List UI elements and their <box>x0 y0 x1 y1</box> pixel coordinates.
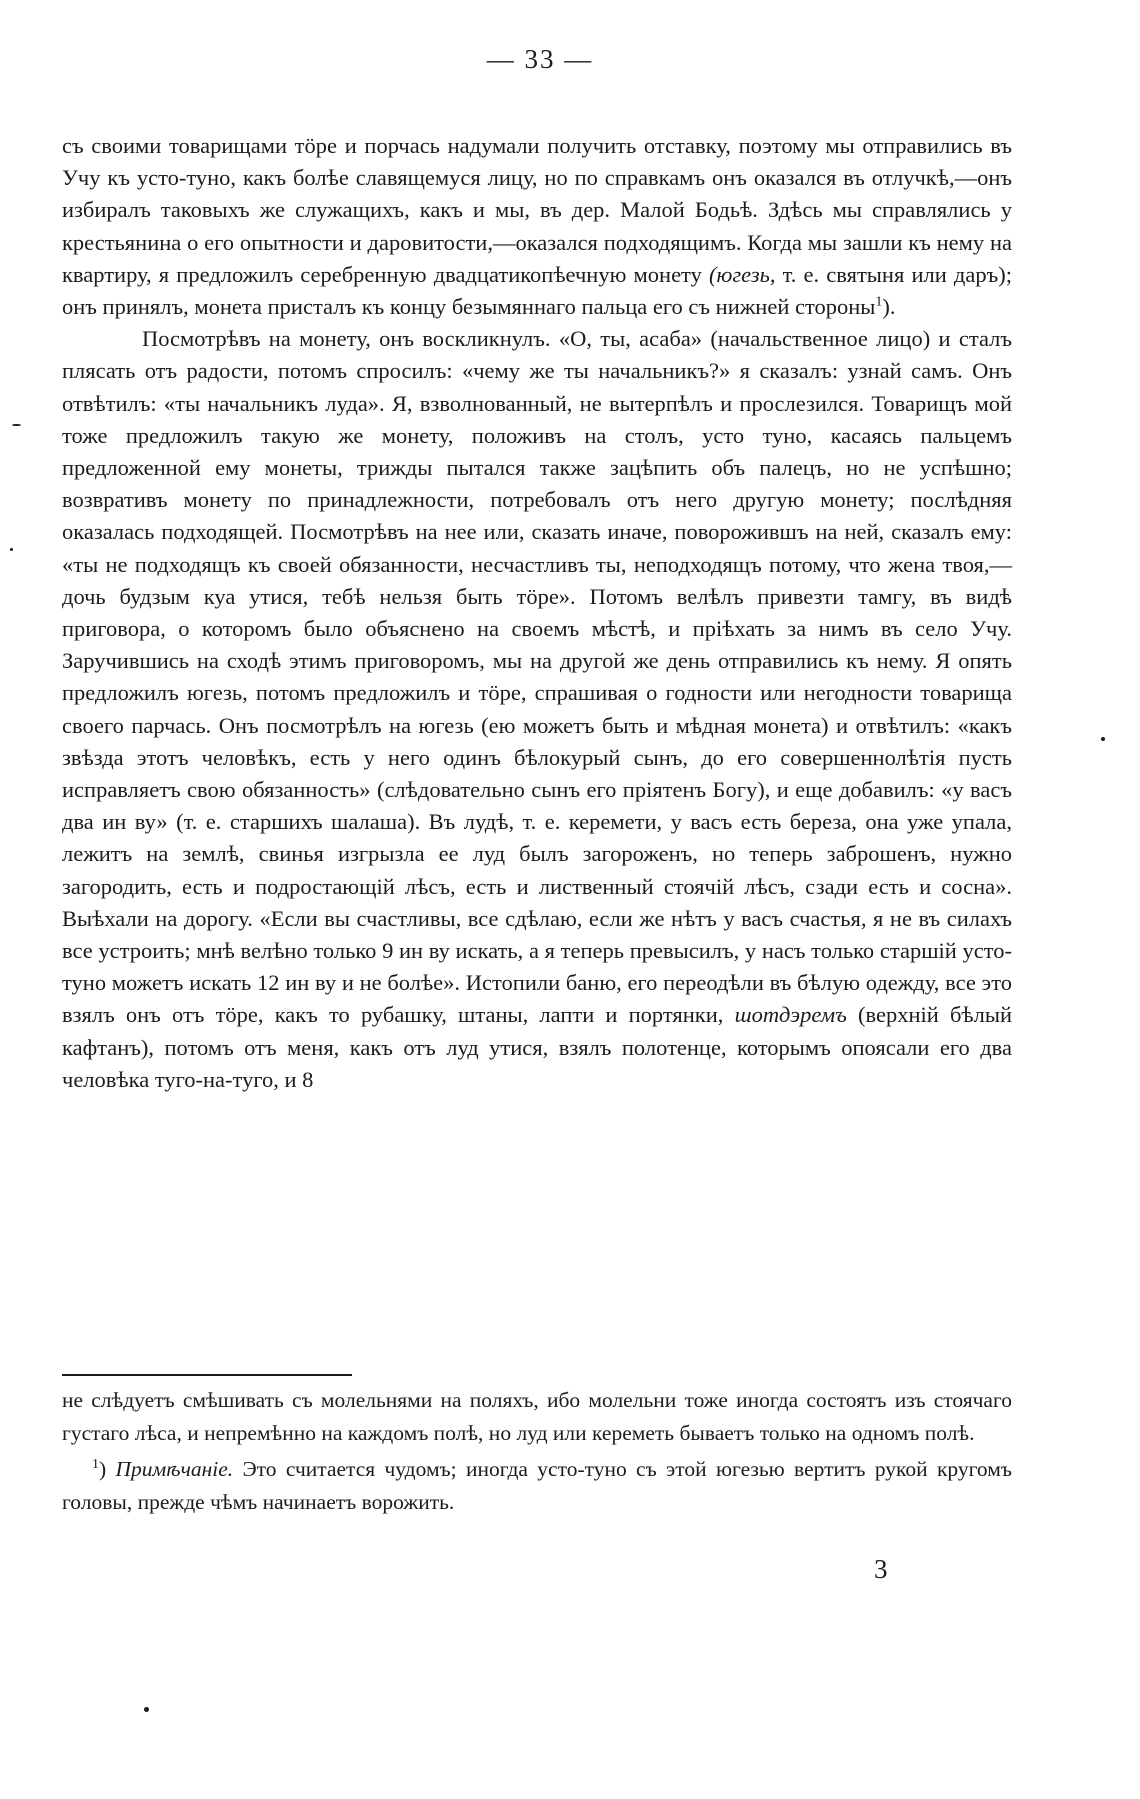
paragraph-2-italic: шотдэремъ <box>734 1002 847 1028</box>
footnote-divider <box>62 1374 352 1376</box>
footnote-continuation: не слѣдуетъ смѣшивать съ молельнями на поляхъ, ибо молельни тоже иногда состоятъ изъ стоячаго густаго лѣса, и непремѣнно на каждомъ полѣ, но луд или кереметь бываетъ только на одномъ полѣ. <box>62 1388 1012 1445</box>
footnote-text: Это считается чудомъ; иногда усто-туно съ этой югезью вертитъ рукой кругомъ головы, прежде чѣмъ начинаетъ ворожить. <box>62 1457 1012 1514</box>
paragraph-2 <box>62 323 1012 1096</box>
footnote-1: $^1$) Примѣчаніе. Это считается чудомъ; иногда усто-туно съ этой югезью вертитъ рукой кругомъ головы, прежде чѣмъ начинаетъ ворожить. <box>62 1456 1012 1514</box>
paragraph-1-text: съ своими товарищами тöре и порчась надумали получить отставку, поэтому мы отправились въ Учу къ усто-туно, какъ болѣе славящемуся лицу, но по справкамъ онъ оказался въ отлучкѣ,—онъ избиралъ таковыхъ же служащихъ, какъ и мы, въ дер. Малой Бодьѣ. Здѣсь мы справлялись у крестьянина о его опытности и даровитости,—оказался подходящимъ. Когда мы зашли къ нему на квартиру, я предложилъ серебренную двадцатикопѣечную монету <box>62 133 1012 287</box>
margin-mark <box>144 1707 149 1712</box>
paragraph-2-text: Посмотрѣвъ на монету, онъ воскликнулъ. «О, ты, асаба» (начальственное лицо) и сталъ плясать отъ радости, потомъ спросилъ: «чему же ты начальникъ?» я сказалъ: узнай самъ. Онъ отвѣтилъ: «ты начальникъ луда». Я, взволнованный, не вытерпѣлъ и прослезился. Товарищъ мой тоже предложилъ такую же монету, положивъ на столъ, усто туно, касаясь пальцемъ предложенной ему монеты, трижды пытался также зацѣпить объ палецъ, но не успѣшно; возвративъ монету по принадлежности, потребовалъ отъ него другую монету; послѣдняя оказалась подходящей. Посмотрѣвъ на нее или, сказать иначе, поворожившъ на ней, сказалъ ему: «ты не подходящъ къ своей обязанности, несчастливъ ты, неподходящъ потому, что жена твоя,—дочь будзым куа утися, тебѣ нельзя быть тöре». Потомъ велѣлъ привезти тамгу, въ видѣ приговора, о которомъ было объяснено на своемъ мѣстѣ, и пріѣхать за нимъ въ село Учу. Заручившись на сходѣ этимъ приговоромъ, мы на другой же день отправились къ нему. Я опять предложилъ югезь, потомъ предложилъ и тöре, спрашивая о годности или негодности товарища своего парчась. Онъ посмотрѣлъ на югезь (ею можетъ быть и мѣдная монета) и отвѣтилъ: «какъ звѣзда этотъ человѣкъ, есть у него одинъ бѣлокурый сынъ, до его совершеннолѣтія пусть исправляетъ свою обязанность» (слѣдовательно сынъ его пріятенъ Богу), и еще добавилъ: «у васъ два ин ву» (т. е. старшихъ шалаша). Въ лудѣ, т. е. керемети, у васъ есть береза, она уже упала, лежитъ на землѣ, свинья изгрызла ее луд былъ загороженъ, но теперь заброшенъ, нужно загородить, есть и подростающій лѣсъ, есть и лиственный стоячій лѣсъ, сзади есть и сосна». Выѣхали на дорогу. «Если вы счастливы, все сдѣлаю, если же нѣтъ у васъ счастья, я не въ силахъ все устроить; мнѣ велѣно только 9 ин ву искать, а я теперь превысилъ, у насъ только старшій усто-туно можетъ искать 12 ин ву и не болѣе». Истопили баню, его переодѣли въ бѣлую одежду, все это взялъ онъ отъ тöре, какъ то рубашку, штаны, лапти и портянки, <box>62 326 1012 1028</box>
page-number: — 33 — <box>486 44 594 74</box>
footnote-label: Примѣчаніе. <box>115 1457 234 1481</box>
margin-mark <box>12 424 21 426</box>
paragraph-1-end: т. е. святыня или даръ); онъ принялъ, монета присталъ къ концу безымяннаго пальца его съ нижней стороны <box>62 261 1012 320</box>
margin-mark <box>10 548 13 551</box>
paragraph-1-close: ). <box>882 294 896 320</box>
signature-mark: 3 <box>874 1554 888 1584</box>
footnote-reference: 1 <box>875 294 883 310</box>
paragraph-1-italic: (югезь, <box>709 261 776 287</box>
main-text <box>62 130 1012 1096</box>
margin-mark <box>1101 737 1105 741</box>
paragraph-1 <box>62 130 1012 323</box>
paragraph-2-end: (верхній бѣлый кафтанъ), потомъ отъ меня, какъ отъ луд утися, взялъ полотенце, которымъ опоясали его два человѣка туго-на-туго, и 8 <box>62 1002 1012 1092</box>
footnote-number: 1 <box>92 1456 99 1472</box>
footnotes <box>62 1384 1012 1518</box>
